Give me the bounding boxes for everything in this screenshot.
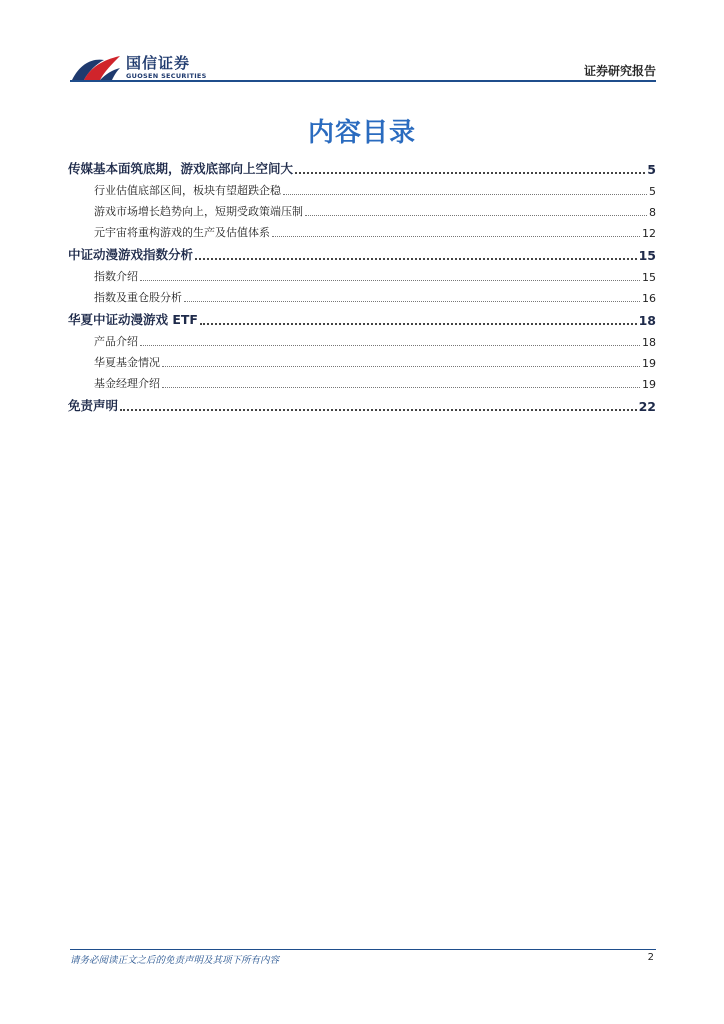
toc-entry-page: 5 xyxy=(647,162,656,177)
toc-entry-subsection[interactable] xyxy=(68,349,656,370)
toc-entry-page: 15 xyxy=(642,271,656,284)
toc-entry-text: 产品介绍 xyxy=(94,335,138,348)
guosen-logo-mark-icon xyxy=(70,50,122,84)
toc-dot-leader xyxy=(283,193,647,195)
toc-entry-subsection[interactable] xyxy=(68,177,656,198)
toc-entry-text: 元宇宙将重构游戏的生产及估值体系 xyxy=(94,226,270,239)
logo-cn-text: 国信证券 xyxy=(126,54,191,72)
table-of-contents xyxy=(68,154,656,414)
header-divider xyxy=(70,80,656,82)
toc-entry-subsection[interactable] xyxy=(68,219,656,240)
toc-dot-leader xyxy=(140,279,640,281)
toc-dot-leader xyxy=(140,344,640,346)
toc-entry-subsection[interactable] xyxy=(68,263,656,284)
report-type: 证券研究报告 xyxy=(583,64,656,78)
toc-entry-subsection[interactable] xyxy=(68,198,656,219)
toc-entry-subsection[interactable] xyxy=(68,284,656,305)
toc-dot-leader xyxy=(195,257,637,260)
toc-entry-page: 8 xyxy=(649,206,656,219)
footer-disclaimer: 请务必阅读正文之后的免责声明及其项下所有内容 xyxy=(70,955,280,966)
page-header xyxy=(0,0,724,90)
toc-entry-text: 免责声明 xyxy=(68,398,119,413)
toc-entry-subsection[interactable] xyxy=(68,328,656,349)
toc-dot-leader xyxy=(162,386,640,388)
logo-en-text: GUOSEN SECURITIES xyxy=(126,72,207,80)
page-number: 2 xyxy=(647,952,654,963)
toc-dot-leader xyxy=(295,171,645,174)
toc-entry-section[interactable] xyxy=(68,240,656,263)
toc-entry-page: 22 xyxy=(638,399,656,414)
footer-divider xyxy=(70,949,656,950)
toc-dot-leader xyxy=(272,235,640,237)
toc-entry-page: 19 xyxy=(642,378,656,391)
toc-entry-text: 传媒基本面筑底期，游戏底部向上空间大 xyxy=(68,161,294,176)
toc-entry-page: 18 xyxy=(638,313,656,328)
toc-title: 内容目录 xyxy=(307,118,416,148)
toc-entry-page: 19 xyxy=(642,357,656,370)
toc-entry-text: 华夏基金情况 xyxy=(94,356,160,369)
toc-entry-section[interactable] xyxy=(68,305,656,328)
toc-entry-text: 华夏中证动漫游戏 ETF xyxy=(68,312,198,327)
toc-entry-text: 游戏市场增长趋势向上，短期受政策端压制 xyxy=(94,205,303,218)
toc-entry-text: 行业估值底部区间，板块有望超跌企稳 xyxy=(94,184,281,197)
toc-entry-page: 15 xyxy=(638,248,656,263)
toc-entry-subsection[interactable] xyxy=(68,370,656,391)
toc-entry-page: 12 xyxy=(642,227,656,240)
toc-dot-leader xyxy=(305,214,647,216)
toc-entry-section[interactable] xyxy=(68,391,656,414)
toc-entry-page: 5 xyxy=(649,185,656,198)
toc-dot-leader xyxy=(200,322,637,325)
toc-dot-leader xyxy=(184,300,640,302)
toc-entry-text: 中证动漫游戏指数分析 xyxy=(68,247,194,262)
toc-entry-text: 基金经理介绍 xyxy=(94,377,160,390)
toc-entry-text: 指数介绍 xyxy=(94,270,138,283)
toc-entry-section[interactable] xyxy=(68,154,656,177)
toc-dot-leader xyxy=(120,408,637,411)
toc-entry-page: 16 xyxy=(642,292,656,305)
toc-entry-page: 18 xyxy=(642,336,656,349)
toc-dot-leader xyxy=(162,365,640,367)
toc-entry-text: 指数及重仓股分析 xyxy=(94,291,182,304)
